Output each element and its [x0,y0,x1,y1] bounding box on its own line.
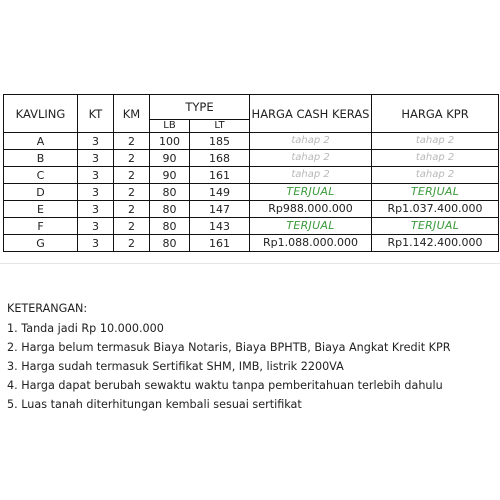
cell-kt: 3 [78,201,114,218]
header-km: KM [114,95,150,133]
cell-kt: 3 [78,167,114,184]
cell-cash: TERJUAL [250,218,372,235]
cell-cash: tahap 2 [250,150,372,167]
header-cash: HARGA CASH KERAS [250,95,372,133]
cell-km: 2 [114,184,150,201]
cell-cash: Rp988.000.000 [250,201,372,218]
cell-kavling: C [4,167,78,184]
cell-kavling: B [4,150,78,167]
cell-km: 2 [114,218,150,235]
cell-kpr: tahap 2 [372,133,499,150]
notes-section [7,299,451,414]
cell-lt: 161 [190,167,250,184]
cell-kavling: A [4,133,78,150]
cell-km: 2 [114,133,150,150]
table-row [4,184,499,201]
table-row [4,218,499,235]
cell-kpr: tahap 2 [372,167,499,184]
cell-lb: 80 [150,201,190,218]
cell-lb: 90 [150,150,190,167]
cell-km: 2 [114,167,150,184]
table-row [4,235,499,252]
notes-item: 4. Harga dapat berubah sewaktu waktu tanpa pemberitahuan terlebih dahulu [7,379,443,392]
table-body [4,133,499,252]
notes-list [7,319,451,414]
cell-lt: 185 [190,133,250,150]
cell-lt: 149 [190,184,250,201]
divider [0,263,500,264]
cell-cash: tahap 2 [250,167,372,184]
cell-kt: 3 [78,218,114,235]
header-kavling: KAVLING [4,95,78,133]
price-table [3,94,499,252]
header-type: TYPE [150,95,250,120]
cell-kavling: G [4,235,78,252]
cell-kt: 3 [78,184,114,201]
table-row [4,201,499,218]
cell-lt: 143 [190,218,250,235]
cell-kpr: TERJUAL [372,184,499,201]
cell-kt: 3 [78,133,114,150]
cell-lb: 80 [150,184,190,201]
header-lb: LB [150,120,190,133]
cell-kpr: tahap 2 [372,150,499,167]
cell-kavling: E [4,201,78,218]
cell-kavling: F [4,218,78,235]
notes-item: 3. Harga sudah termasuk Sertifikat SHM, IMB, listrik 2200VA [7,360,344,373]
table-row [4,167,499,184]
cell-lb: 90 [150,167,190,184]
cell-kpr: Rp1.037.400.000 [372,201,499,218]
cell-cash: TERJUAL [250,184,372,201]
cell-lb: 100 [150,133,190,150]
cell-kpr: Rp1.142.400.000 [372,235,499,252]
cell-kpr: TERJUAL [372,218,499,235]
header-lt: LT [190,120,250,133]
cell-km: 2 [114,235,150,252]
cell-km: 2 [114,150,150,167]
cell-kt: 3 [78,235,114,252]
cell-cash: Rp1.088.000.000 [250,235,372,252]
notes-item: 2. Harga belum termasuk Biaya Notaris, Biaya BPHTB, Biaya Angkat Kredit KPR [7,341,451,354]
cell-lt: 161 [190,235,250,252]
cell-cash: tahap 2 [250,133,372,150]
cell-lt: 168 [190,150,250,167]
notes-item: 5. Luas tanah diterhitungan kembali sesuai sertifikat [7,398,302,411]
cell-lt: 147 [190,201,250,218]
cell-lb: 80 [150,218,190,235]
notes-title: KETERANGAN: [7,302,88,315]
cell-lb: 80 [150,235,190,252]
cell-kavling: D [4,184,78,201]
header-row [4,95,499,120]
cell-kt: 3 [78,150,114,167]
notes-item: 1. Tanda jadi Rp 10.000.000 [7,322,164,335]
header-kpr: HARGA KPR [372,95,499,133]
table-row [4,133,499,150]
cell-km: 2 [114,201,150,218]
header-kt: KT [78,95,114,133]
table-row [4,150,499,167]
